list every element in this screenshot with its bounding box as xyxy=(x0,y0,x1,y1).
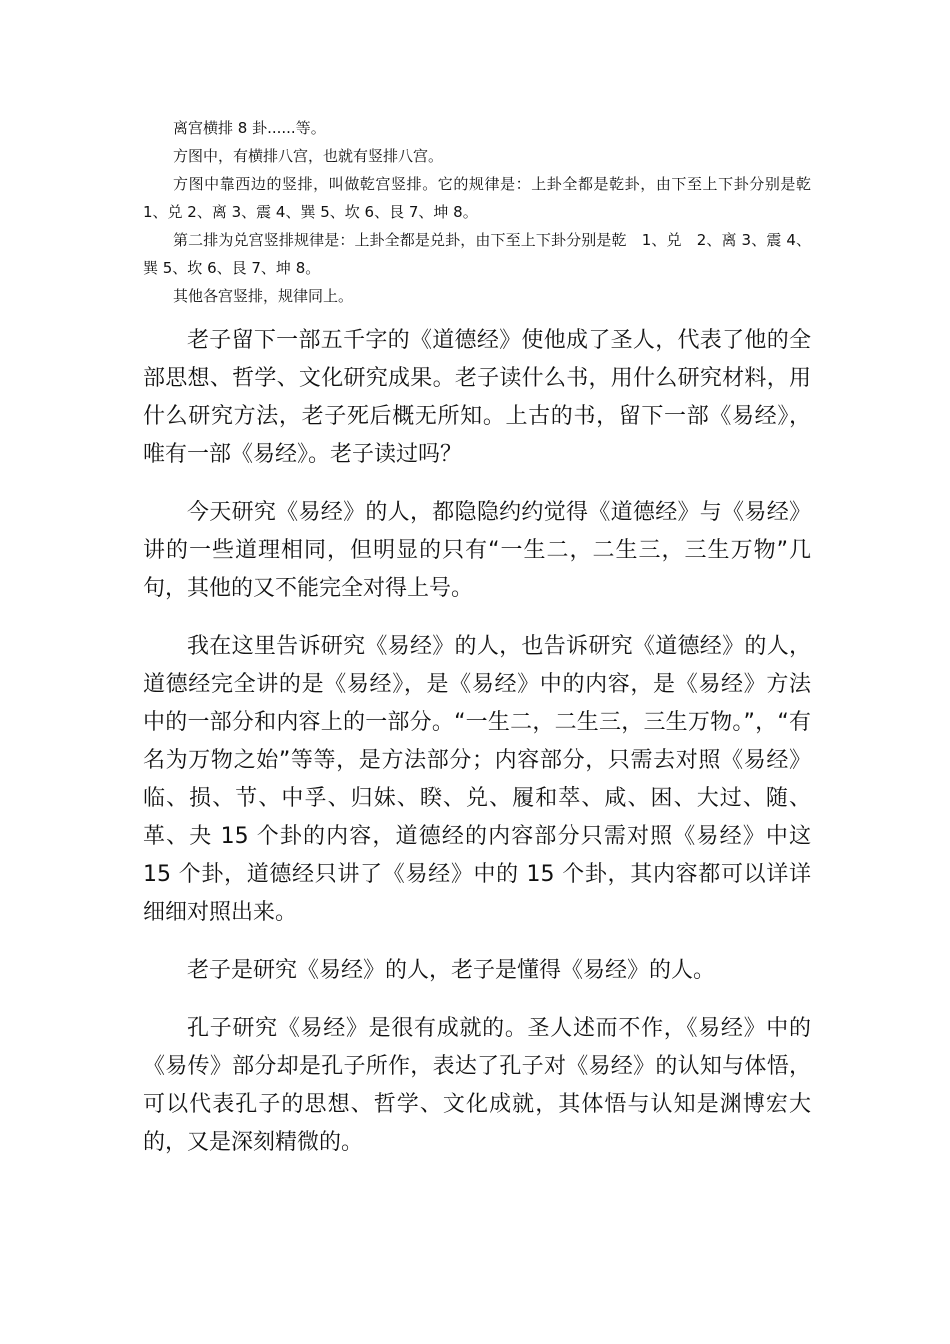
body-paragraph: 我在这里告诉研究《易经》的人，也告诉研究《道德经》的人，道德经完全讲的是《易经》，是《易经》中的内容，是《易经》方法中的一部分和内容上的一部分。“一生二，二生三，三生万物。”，“有名为万物之始”等等，是方法部分；内容部分，只需去对照《易经》临、损、节、中孚、归妹、睽、兑、履和萃、咸、困、大过、随、革、夬 15 个卦的内容，道德经的内容部分只需对照《易经》中这 15 个卦，道德经只讲了《易经》中的 15 个卦，其内容都可以详详细细对照出来。 xyxy=(143,634,811,925)
note-paragraph: 第二排为兑宫竖排规律是：上卦全都是兑卦，由下至上下卦分别是乾 1、兑 2、离 3、震 4、巽 5、坎 6、艮 7、坤 8。 xyxy=(143,231,811,277)
body-paragraph: 老子是研究《易经》的人，老子是懂得《易经》的人。 xyxy=(187,958,716,983)
body-text xyxy=(143,322,811,1182)
note-paragraph: 方图中，有横排八宫，也就有竖排八宫。 xyxy=(173,147,444,165)
note-paragraph: 离宫横排 8 卦......等。 xyxy=(173,119,326,137)
body-paragraph: 老子留下一部五千字的《道德经》使他成了圣人，代表了他的全部思想、哲学、文化研究成果。老子读什么书，用什么研究材料，用什么研究方法，老子死后概无所知。上古的书，留下一部《易经》，唯有一部《易经》。老子读过吗？ xyxy=(143,328,811,467)
body-paragraph: 孔子研究《易经》是很有成就的。圣人述而不作，《易经》中的《易传》部分却是孔子所作，表达了孔子对《易经》的认知与体悟，可以代表孔子的思想、哲学、文化成就，其体悟与认知是渊博宏大的，又是深刻精微的。 xyxy=(143,1016,811,1155)
note-paragraph: 方图中靠西边的竖排，叫做乾宫竖排。它的规律是：上卦全都是乾卦，由下至上下卦分别是乾 1、兑 2、离 3、震 4、巽 5、坎 6、艮 7、坤 8。 xyxy=(143,175,811,221)
body-paragraph: 今天研究《易经》的人，都隐隐约约觉得《道德经》与《易经》讲的一些道理相同，但明显的只有“一生二，二生三，三生万物”几句，其他的又不能完全对得上号。 xyxy=(143,500,811,601)
note-paragraph: 其他各宫竖排，规律同上。 xyxy=(173,287,354,305)
hexagram-notes xyxy=(143,114,811,310)
